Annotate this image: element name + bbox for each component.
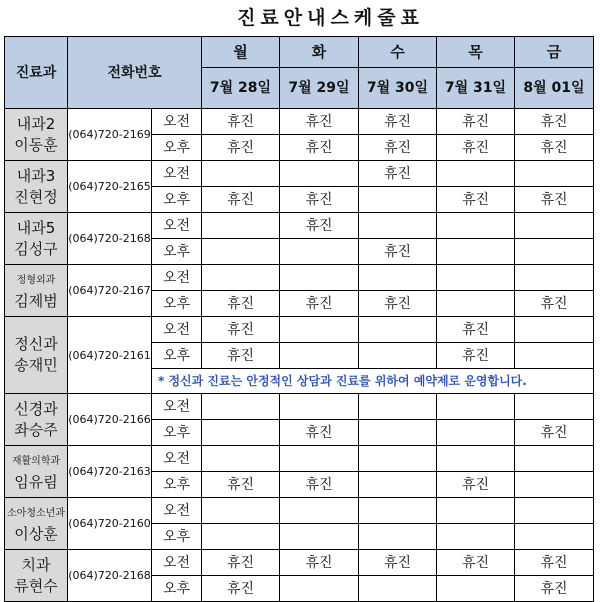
date-header: 7월 28일 — [202, 68, 280, 109]
phone-cell: (064)720-2160 — [68, 498, 152, 550]
phone-cell: (064)720-2161 — [68, 317, 152, 394]
dept-row-am — [5, 550, 594, 576]
dept-row-am — [5, 109, 594, 135]
am-label: 오전 — [152, 109, 202, 135]
am-label: 오전 — [152, 550, 202, 576]
pm-label: 오후 — [152, 135, 202, 161]
schedule-cell — [437, 446, 515, 472]
schedule-cell: 휴진 — [202, 109, 280, 135]
schedule-cell: 휴진 — [280, 420, 359, 446]
schedule-cell: 휴진 — [515, 135, 594, 161]
dept-row-am — [5, 161, 594, 187]
schedule-cell — [515, 498, 594, 524]
phone-cell: (064)720-2166 — [68, 394, 152, 446]
doctor-name: 류현수 — [14, 576, 58, 595]
day-header: 수 — [359, 37, 437, 68]
dept-cell — [5, 213, 68, 265]
dept-name: 재활의학과 — [11, 455, 61, 467]
schedule-cell — [515, 265, 594, 291]
pm-label: 오후 — [152, 576, 202, 602]
schedule-cell: 휴진 — [202, 576, 280, 602]
schedule-cell — [359, 420, 437, 446]
day-header: 월 — [202, 37, 280, 68]
dept-cell — [5, 265, 68, 317]
schedule-cell: 휴진 — [359, 135, 437, 161]
am-label: 오전 — [152, 317, 202, 343]
dept-header: 진료과 — [5, 37, 68, 109]
date-header: 7월 31일 — [437, 68, 515, 109]
schedule-cell — [359, 213, 437, 239]
schedule-cell — [515, 446, 594, 472]
schedule-cell — [359, 317, 437, 343]
am-label: 오전 — [152, 161, 202, 187]
schedule-cell: 휴진 — [359, 550, 437, 576]
schedule-cell — [202, 213, 280, 239]
pm-label: 오후 — [152, 472, 202, 498]
date-header: 7월 30일 — [359, 68, 437, 109]
doctor-name: 좌승주 — [14, 420, 58, 439]
schedule-cell — [359, 187, 437, 213]
schedule-cell — [515, 524, 594, 550]
am-label: 오전 — [152, 498, 202, 524]
doctor-name: 임유림 — [14, 472, 58, 491]
schedule-cell: 휴진 — [202, 135, 280, 161]
schedule-cell: 휴진 — [515, 420, 594, 446]
dept-row-am — [5, 394, 594, 420]
schedule-cell — [359, 472, 437, 498]
schedule-cell — [202, 420, 280, 446]
dept-name: 소아청소년과 — [7, 507, 65, 519]
schedule-cell — [359, 498, 437, 524]
schedule-cell — [280, 161, 359, 187]
am-label: 오전 — [152, 394, 202, 420]
schedule-cell: 휴진 — [359, 291, 437, 317]
pm-label: 오후 — [152, 524, 202, 550]
dept-name: 정형외과 — [16, 274, 56, 286]
schedule-cell — [280, 317, 359, 343]
dept-row-am — [5, 498, 594, 524]
schedule-cell — [359, 394, 437, 420]
schedule-cell — [359, 265, 437, 291]
schedule-cell — [359, 576, 437, 602]
dept-cell — [5, 394, 68, 446]
dept-name: 신경과 — [14, 399, 58, 418]
schedule-cell — [202, 265, 280, 291]
dept-cell — [5, 161, 68, 213]
dept-name: 내과3 — [16, 166, 56, 185]
schedule-cell — [437, 420, 515, 446]
schedule-cell: 휴진 — [202, 317, 280, 343]
phone-cell: (064)720-2169 — [68, 109, 152, 161]
doctor-name: 송재민 — [14, 356, 58, 374]
schedule-cell — [202, 239, 280, 265]
am-label: 오전 — [152, 265, 202, 291]
dept-row-am — [5, 317, 594, 343]
schedule-cell — [437, 394, 515, 420]
schedule-table — [4, 0, 594, 602]
schedule-cell — [515, 239, 594, 265]
phone-cell: (064)720-2167 — [68, 265, 152, 317]
schedule-cell — [359, 524, 437, 550]
pm-label: 오후 — [152, 239, 202, 265]
schedule-cell — [515, 343, 594, 369]
schedule-cell — [202, 161, 280, 187]
schedule-cell: 휴진 — [515, 109, 594, 135]
schedule-cell — [515, 317, 594, 343]
schedule-cell — [515, 472, 594, 498]
day-header: 목 — [437, 37, 515, 68]
pm-label: 오후 — [152, 420, 202, 446]
phone-header: 전화번호 — [68, 37, 202, 109]
doctor-name: 진현정 — [14, 187, 58, 206]
dept-cell — [5, 109, 68, 161]
schedule-cell: 휴진 — [359, 109, 437, 135]
dept-name: 정신과 — [14, 335, 58, 353]
schedule-cell: 휴진 — [515, 187, 594, 213]
pm-label: 오후 — [152, 291, 202, 317]
schedule-cell: 휴진 — [202, 472, 280, 498]
schedule-cell: 휴진 — [437, 343, 515, 369]
dept-row-am — [5, 446, 594, 472]
pm-label: 오후 — [152, 343, 202, 369]
schedule-cell — [202, 394, 280, 420]
date-header: 7월 29일 — [280, 68, 359, 109]
schedule-cell — [437, 498, 515, 524]
schedule-cell — [280, 239, 359, 265]
schedule-cell — [280, 576, 359, 602]
am-label: 오전 — [152, 213, 202, 239]
schedule-cell — [515, 394, 594, 420]
schedule-cell: 휴진 — [437, 109, 515, 135]
dept-cell — [5, 446, 68, 498]
dept-cell — [5, 550, 68, 602]
schedule-cell — [280, 265, 359, 291]
schedule-cell: 휴진 — [515, 550, 594, 576]
schedule-cell — [437, 576, 515, 602]
schedule-cell — [437, 213, 515, 239]
dept-name: 치과 — [21, 555, 51, 574]
schedule-cell: 휴진 — [280, 291, 359, 317]
schedule-cell: 휴진 — [359, 161, 437, 187]
doctor-name: 이상훈 — [14, 524, 58, 543]
page-title: 진료안내스케줄표 — [237, 6, 424, 29]
schedule-cell — [359, 343, 437, 369]
schedule-cell: 휴진 — [437, 472, 515, 498]
schedule-cell: 휴진 — [280, 472, 359, 498]
schedule-cell: 휴진 — [202, 343, 280, 369]
reservation-note: * 정신과 진료는 안정적인 상담과 진료를 위하여 예약제로 운영합니다. — [152, 369, 594, 394]
schedule-cell: 휴진 — [437, 187, 515, 213]
dept-name: 내과5 — [16, 218, 56, 237]
dept-cell — [5, 317, 68, 394]
schedule-cell: 휴진 — [280, 187, 359, 213]
corner-blank — [5, 0, 68, 37]
schedule-cell: 휴진 — [437, 317, 515, 343]
schedule-cell — [280, 524, 359, 550]
schedule-cell: 휴진 — [515, 291, 594, 317]
day-header: 화 — [280, 37, 359, 68]
schedule-cell — [202, 524, 280, 550]
schedule-cell: 휴진 — [280, 109, 359, 135]
phone-cell: (064)720-2168 — [68, 213, 152, 265]
date-header: 8월 01일 — [515, 68, 594, 109]
schedule-cell: 휴진 — [202, 291, 280, 317]
schedule-cell — [437, 291, 515, 317]
schedule-cell — [280, 394, 359, 420]
schedule-cell: 휴진 — [280, 135, 359, 161]
schedule-cell — [280, 498, 359, 524]
schedule-cell: 휴진 — [437, 550, 515, 576]
schedule-cell — [437, 239, 515, 265]
schedule-cell — [202, 446, 280, 472]
day-header: 금 — [515, 37, 594, 68]
schedule-cell: 휴진 — [359, 239, 437, 265]
am-label: 오전 — [152, 446, 202, 472]
doctor-name: 김제범 — [14, 291, 58, 310]
schedule-cell — [515, 213, 594, 239]
schedule-cell — [359, 446, 437, 472]
schedule-cell: 휴진 — [280, 213, 359, 239]
phone-cell: (064)720-2163 — [68, 446, 152, 498]
schedule-cell — [280, 343, 359, 369]
schedule-cell — [280, 446, 359, 472]
schedule-cell — [437, 524, 515, 550]
dept-cell — [5, 498, 68, 550]
schedule-cell — [515, 161, 594, 187]
dept-row-am — [5, 265, 594, 291]
schedule-cell — [437, 265, 515, 291]
schedule-cell: 휴진 — [515, 576, 594, 602]
schedule-cell: 휴진 — [202, 187, 280, 213]
pm-label: 오후 — [152, 187, 202, 213]
schedule-cell: 휴진 — [280, 550, 359, 576]
schedule-cell — [437, 161, 515, 187]
phone-cell: (064)720-2168 — [68, 550, 152, 602]
schedule-cell — [202, 498, 280, 524]
phone-cell: (064)720-2165 — [68, 161, 152, 213]
dept-row-am — [5, 213, 594, 239]
schedule-cell: 휴진 — [437, 135, 515, 161]
dept-name: 내과2 — [16, 114, 56, 133]
doctor-name: 김성구 — [14, 239, 58, 258]
schedule-cell: 휴진 — [202, 550, 280, 576]
doctor-name: 이동훈 — [14, 135, 58, 154]
